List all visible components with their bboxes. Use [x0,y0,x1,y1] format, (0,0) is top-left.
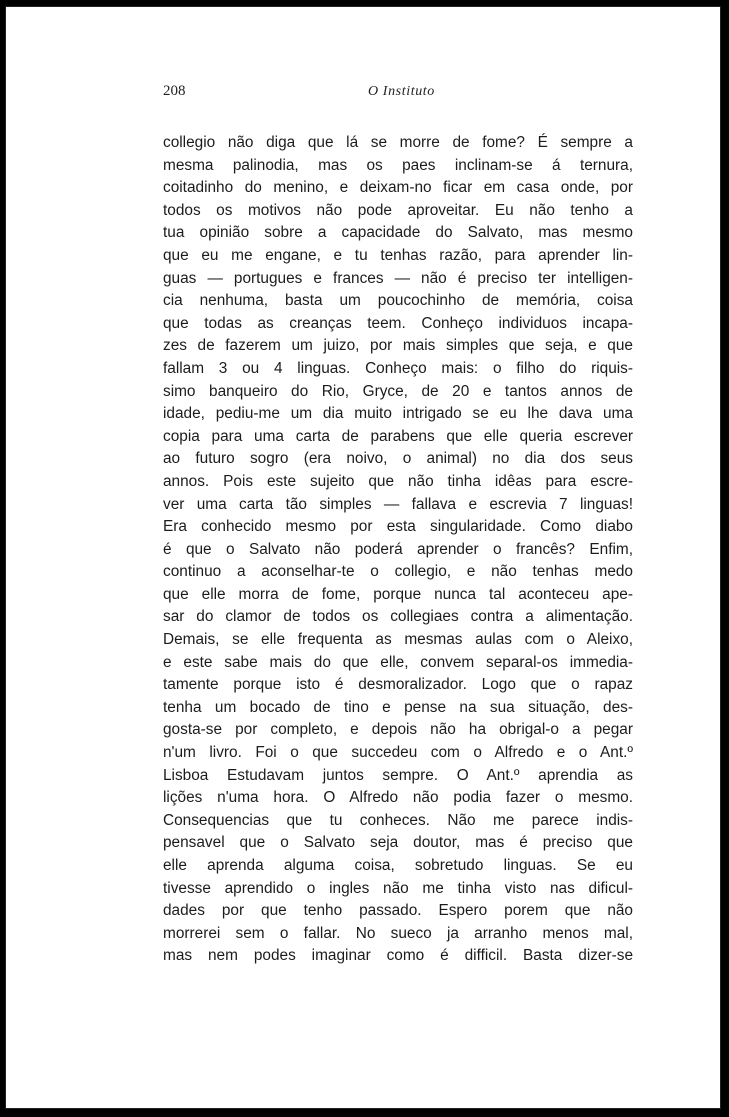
text-line: coitadinho do menino, e deixam-no ficar em casa onde, por [163,179,633,197]
text-line: elle aprenda alguma coisa, sobretudo linguas. Se eu [163,857,633,874]
text-line: Era conhecido mesmo por esta singularidade. Como diabo [163,518,633,536]
text-line: guas — portugues e frances — não é preciso ter intelligen- [163,269,633,287]
text-line: tenha um bocado de tino e pense na sua situação, des- [163,698,633,716]
text-line: e este sabe mais do que elle, convem separal-os immedia- [163,653,633,671]
text-line: ao futuro sogro (era noivo, o animal) no dia dos seus [163,450,633,468]
running-title: O Instituto [368,84,435,99]
text-line: mas nem podes imaginar como é difficil. Basta dizer-se [163,947,633,965]
text-line: Demais, se elle frequenta as mesmas aulas com o Aleixo, [163,631,633,649]
page-header [163,83,633,107]
page-number: 208 [163,83,186,99]
text-line: cia nenhuma, basta um poucochinho de memória, coisa [163,292,633,310]
text-line: tamente porque isto é desmoralizador. Logo que o rapaz [163,676,633,694]
text-line: annos. Pois este sujeito que não tinha idêas para escre- [163,472,633,490]
text-line: tua opinião sobre a capacidade do Salvato, mas mesmo [163,224,633,242]
text-line: sar do clamor de todos os collegiaes contra a alimentação. [163,608,633,626]
page [5,6,721,1109]
text-line: dades por que tenho passado. Espero porem que não [163,902,633,920]
text-line: é que o Salvato não poderá aprender o francês? Enfim, [163,540,633,558]
text-line: todos os motivos não pode aproveitar. Eu não tenho a [163,201,633,219]
text-line: zes de fazerem um juizo, por mais simples que seja, e que [163,337,633,355]
text-line: Consequencias que tu conheces. Não me parece indis- [163,811,633,829]
text-line: que todas as creanças teem. Conheço individuos incapa- [163,314,633,332]
text-line: tivesse aprendido o ingles não me tinha visto nas dificul- [163,879,633,897]
text-line: ver uma carta tão simples — fallava e escrevia 7 linguas! [163,495,633,513]
text-line: pensavel que o Salvato seja doutor, mas é preciso que [163,834,633,852]
text-line: n'um livro. Foi o que succedeu com o Alfredo e o Ant.º [163,744,633,762]
text-line: que elle morra de fome, porque nunca tal aconteceu ape- [163,585,633,603]
text-line: simo banqueiro do Rio, Gryce, de 20 e tantos annos de [163,382,633,400]
text-line: continuo a aconselhar-te o collegio, e não tenhas medo [163,563,633,581]
text-line: lições n'uma hora. O Alfredo não podia fazer o mesmo. [163,789,633,807]
text-line: collegio não diga que lá se morre de fome? É sempre a [163,134,633,151]
text-line: idade, pediu-me um dia muito intrigado se eu lhe dava uma [163,405,633,423]
text-line: copia para uma carta de parabens que elle queria escrever [163,427,633,445]
body-text [163,132,633,968]
text-line: fallam 3 ou 4 linguas. Conheço mais: o filho do riquis- [163,359,633,377]
text-line: gosta-se por completo, e depois não ha obrigal-o a pegar [163,721,633,739]
text-line: que eu me engane, e tu tenhas razão, para aprender lin- [163,246,633,264]
text-line: Lisboa Estudavam juntos sempre. O Ant.º aprendia as [163,766,633,784]
text-line: morrerei sem o fallar. No sueco ja arranho menos mal, [163,924,633,942]
text-line: mesma palinodia, mas os paes inclinam-se á ternura, [163,156,633,174]
